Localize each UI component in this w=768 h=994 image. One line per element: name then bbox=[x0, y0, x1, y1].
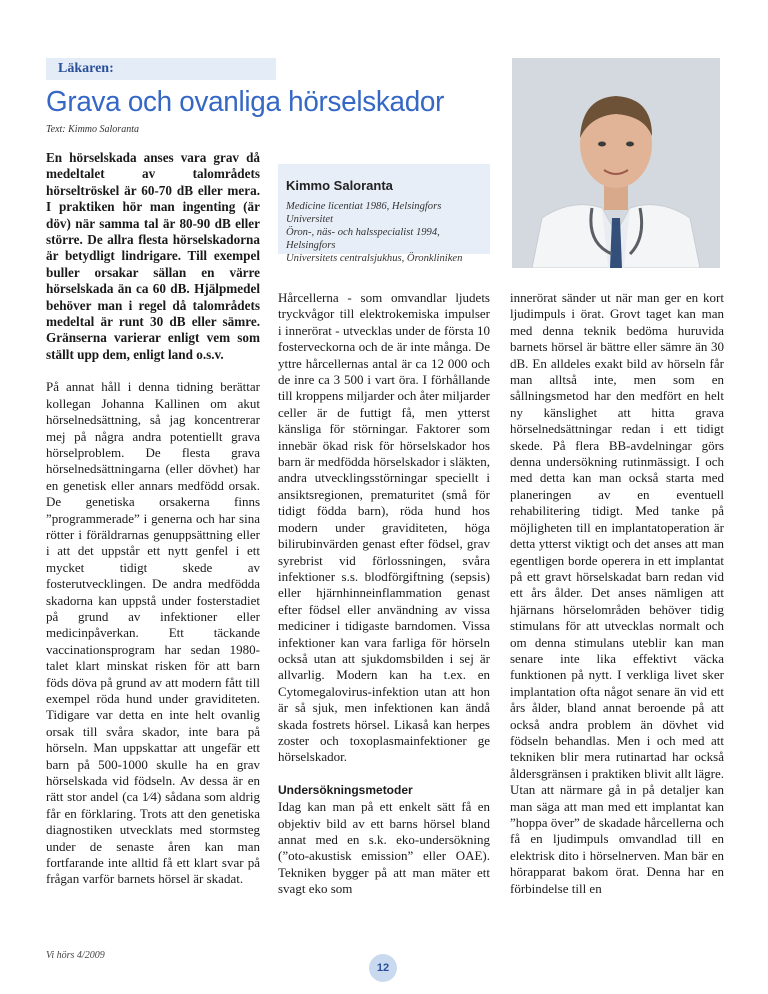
credential-line: Öron-, näs- och halsspecialist 1994, Helsingfors bbox=[286, 227, 440, 251]
column-3 bbox=[510, 290, 724, 897]
body-paragraph-1: På annat håll i denna tidning berättar kollegan Johanna Kallinen om akut hörselnedsättning, så jag koncentrerar mej på några andra potentiellt grava hörselproblem. De flesta grava hörselnedsättningarna (eller dövhet) har en genetisk eller annars medfödd orsak. De genetiska orsakerna finns ”programmerade” i generna och har sina rötter i föräldrarnas genuppsättning eller i att det uppstår ett nytt genfel i ett mycket tidigt skede av fosterutvecklingen. De andra medfödda skadorna kan uppstå under fosterstadiet på grund av infektioner eller medicinpåverkan. Ett täckande vaccinationsprogram har sedan 1980-talet klart minskat risken för att barn föds döva på grund av att modern fått till exempel röda hund under graviditeten. Tidigare var detta en inte helt ovanlig orsak till svåra skador, inte bara på hörseln. Man uppskattar att ungefär ett barn på 500-1000 skulle ha en grav hörselskada vid födseln. Av dessa är en rätt stor andel (ca 1⁄4) sådana som aldrig får en förklaring. Trots att den genetiska diagnostiken utvecklats med stormsteg under de senaste åren kan man fortfarande inte alltid få ett klart svar på frågan varför barnets hörsel är skadat. bbox=[46, 379, 260, 887]
page-number-badge: 12 bbox=[369, 954, 397, 982]
credential-line: Universitets centralsjukhus, Öronkliniken bbox=[286, 253, 463, 264]
section-tag: Läkaren: bbox=[46, 58, 276, 80]
body-paragraph-3: Idag kan man på ett enkelt sätt få en objektiv bild av ett barns hörsel bland annat med en s.k. eko-undersökning (”oto-akustisk emission” eller OAE). Tekniken bygger på att man mäter ett svagt eko som bbox=[278, 799, 490, 897]
infobox-credentials bbox=[286, 200, 486, 265]
body-paragraph-4: innerörat sänder ut när man ger en kort ljudimpuls i örat. Grovt taget kan man med denna teknik bedöma huruvida barnets hörsel är bättre eller sämre än 30 dB. En alldeles exakt bild av hörseln får man alltså inte, men som en sållningsmetod har den medfört en helt ny känslighet att hitta grava hörselnedsättningar redan i ett tidigt skede. På flera BB-avdelningar görs denna undersökning rutinmässigt. I och med detta kan man också starta med planeringen av en eventuell rehabilitering tidigt. Med tanke på möjligheten till en implantatoperation är detta ytterst viktigt och det anses att man egentligen borde operera in ett implantat på ett gravt hörselskadat barn redan vid ett års ålder. Det anses nämligen att hjärnans hörselområden behöver tidig stimulans för att utvecklas normalt och om denna stimulans uteblir kan man senare inte lika effektivt väcka funktionen på nytt. I verkliga livet sker implantation ofta något senare än vid ett års ålder, bland annat beroende på att också andra problem än dövhet vid födseln behandlas. Men i och med att tekniken blir mera rutinartad har också åldersgränsen i praktiken blivit allt lägre. Utan att närmare gå in på detaljer kan man säga att man med ett implantat kan ”hoppa över” de skadade hårcellerna och få en ljudimpuls omvandlad till en elektrisk dito i hörselnerven. Man bär en hörapparat bakom örat. Denna har en förbindelse till en bbox=[510, 290, 724, 896]
subheading: Undersökningsmetoder bbox=[278, 782, 413, 797]
lead-paragraph: En hörselskada anses vara grav då medeltalet av talområdets hörseltröskel är 60-70 dB eller mera. I praktiken hör man ingenting (är döv) när samma tal är 80-90 dB eller större. De allra flesta hörselskadorna är betydligt lindrigare. Till exempel buller orsakar sällan en värre hörselskada än ca 60 dB. Hjälpmedel behöver man i regel då talområdets medeltal är runt 30 dB eller sämre. Gränserna varierar enligt vem som ställt upp dem, enligt land o.s.v. bbox=[46, 150, 260, 362]
author-infobox bbox=[278, 164, 490, 264]
body-paragraph-2: Hårcellerna - som omvandlar ljudets tryckvågor till elektrokemiska impulser i innerörat - utvecklas under de första 10 fosterveckorna och de är inte många. De yttre hårcellernas antal är ca 12 000 och de inre ca 3 500 i vart öra. I förhållande till kroppens miljarder och åter miljarder celler är de futtigt få, men ytterst känsliga för störningar. Faktorer som innebär ökad risk för hörselskador hos barn är medfödda hörselskador i släkten, andra utvecklingsstörningar speciellt i ansiktsregionen, prematuritet (små för tidigt födda barn), röda hund hos modern under graviditeten, höga bilirubinvärden genast efter födsel, grav syrebrist vid förlossningen, svåra infektioner s.s. blodförgiftning (sepsis) eller hjärnhinneinflammation genast efter födsel eller användning av vissa mediciner i tidigaste barndomen. Vissa infektioner kan vara farliga för hörseln också utan att sjukdomsbilden i sej är allvarlig. Modern kan ha t.ex. en Cytomegalovirus-infektion utan att hon är så sjuk, men infektionen kan ändå skada fostrets hörsel. Likaså kan herpes zoster och toxoplasmainfektioner ge hörselskador. bbox=[278, 290, 490, 765]
author-line: Text: Kimmo Saloranta bbox=[46, 124, 139, 135]
article-title: Grava och ovanliga hörselskador bbox=[46, 86, 445, 118]
issue-footer: Vi hörs 4/2009 bbox=[46, 950, 105, 961]
author-portrait-image bbox=[512, 58, 720, 268]
credential-line: Medicine licentiat 1986, Helsingfors Universitet bbox=[286, 201, 442, 225]
infobox-name: Kimmo Saloranta bbox=[286, 178, 393, 193]
author-photo bbox=[512, 58, 720, 268]
column-2 bbox=[278, 290, 490, 898]
column-1 bbox=[46, 150, 260, 888]
